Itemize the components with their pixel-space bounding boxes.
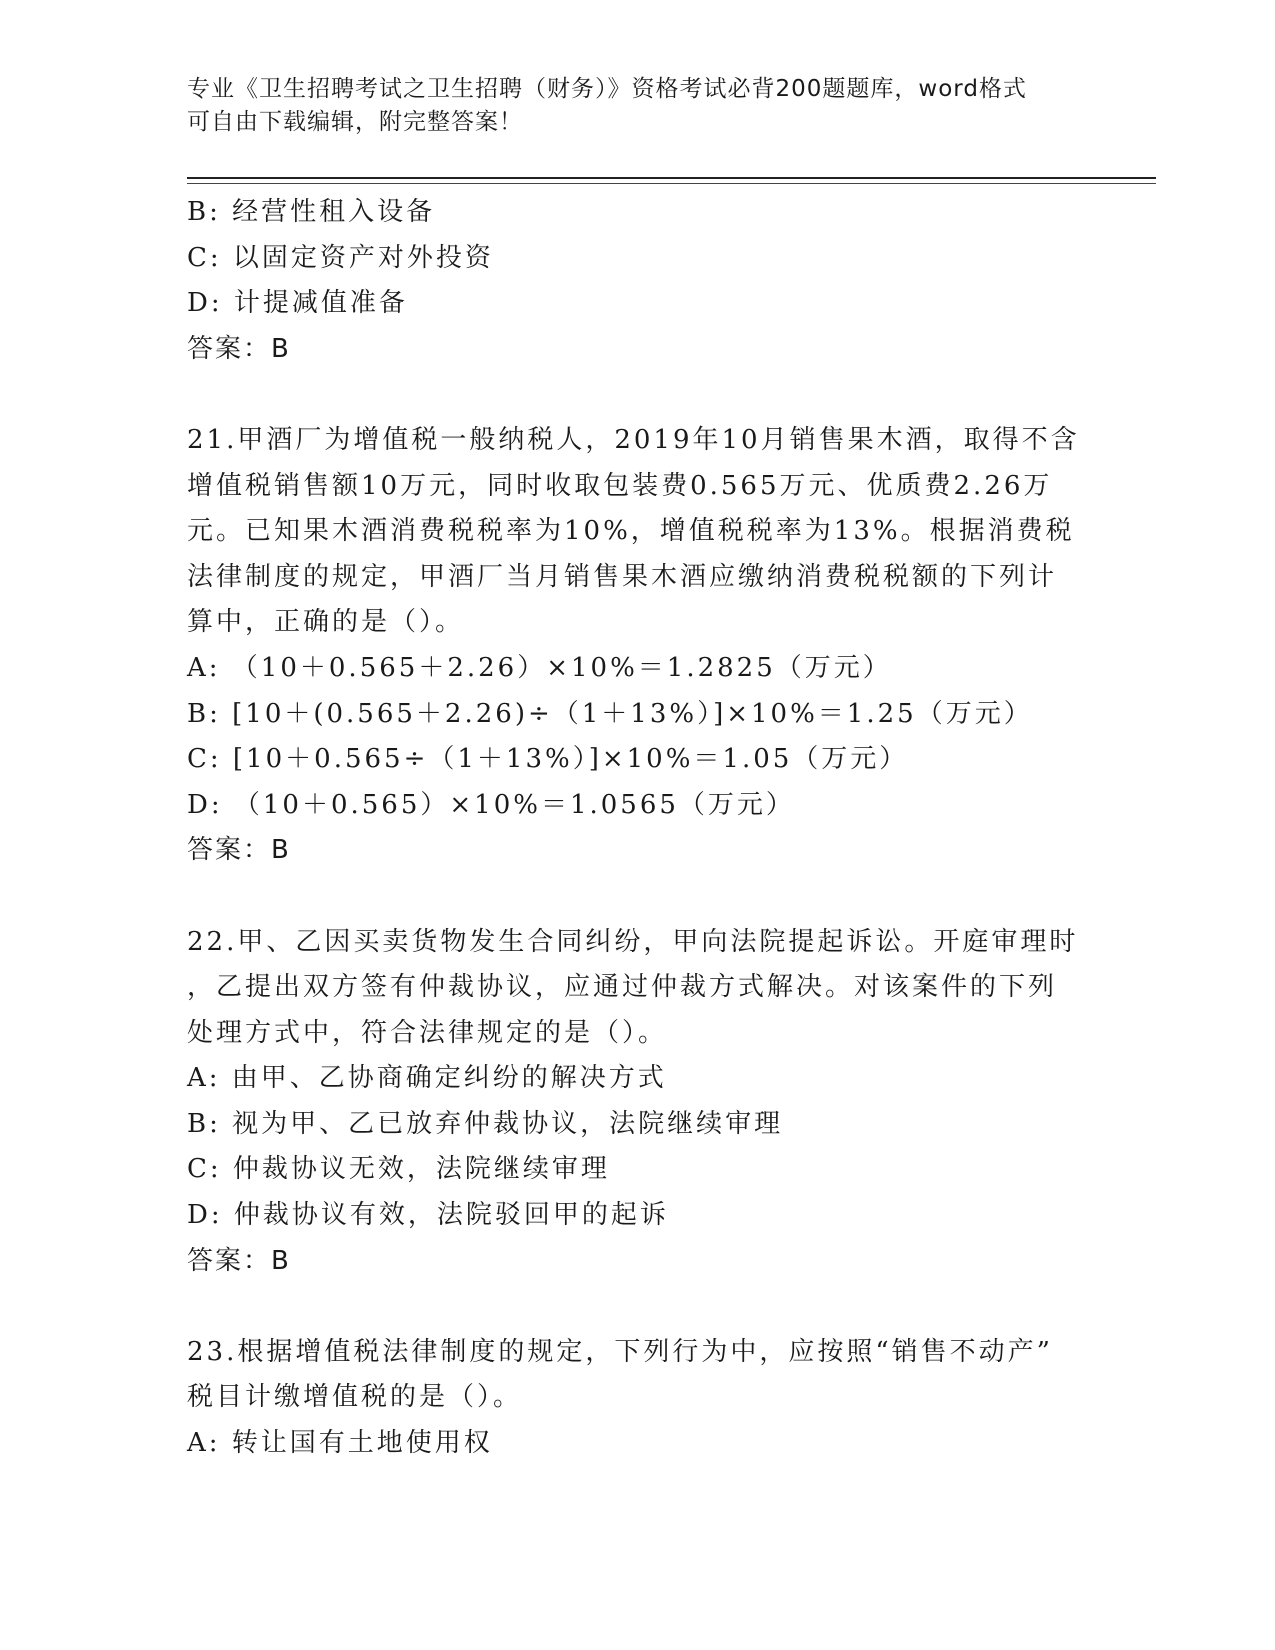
prev-question bbox=[187, 190, 1077, 372]
option-d: D: 仲裁协议有效，法院驳回甲的起诉 bbox=[187, 1200, 669, 1231]
question-text-line: 法律制度的规定，甲酒厂当月销售果木酒应缴纳消费税税额的下列计 bbox=[187, 561, 1058, 592]
option-b: B: 经营性租入设备 bbox=[187, 197, 436, 227]
answer: 答案：B bbox=[187, 333, 291, 364]
question-23 bbox=[187, 1330, 1077, 1467]
question-text-line: 增值税销售额10万元，同时收取包装费0.565万元、优质费2.26万 bbox=[187, 470, 1053, 501]
answer: 答案：B bbox=[187, 1245, 291, 1276]
question-22 bbox=[187, 920, 1077, 1285]
spacer bbox=[187, 1284, 1077, 1330]
question-text-line: 23.根据增值税法律制度的规定，下列行为中，应按照“销售不动产” bbox=[187, 1336, 1053, 1367]
option-d: D: （10＋0.565）×10%＝1.0565（万元） bbox=[187, 789, 795, 820]
option-c: C: [10＋0.565÷（1＋13%）]×10%＝1.05（万元） bbox=[187, 744, 909, 775]
page-content bbox=[187, 190, 1080, 1467]
header-rule-thick bbox=[187, 177, 1156, 179]
spacer bbox=[187, 874, 1077, 920]
question-text-line: 处理方式中，符合法律规定的是（）。 bbox=[187, 1017, 668, 1048]
question-text-line: 算中，正确的是（）。 bbox=[187, 607, 465, 638]
header-line-1: 专业《卫生招聘考试之卫生招聘（财务）》资格考试必背200题题库，word格式 bbox=[187, 76, 1027, 102]
header-rule-thin bbox=[187, 183, 1156, 184]
question-text-line: 元。已知果木酒消费税税率为10%，增值税税率为13%。根据消费税 bbox=[187, 516, 1075, 547]
option-a: A: 由甲、乙协商确定纠纷的解决方式 bbox=[187, 1063, 667, 1094]
option-a: A: （10＋0.565＋2.26）×10%＝1.2825（万元） bbox=[187, 652, 892, 683]
option-b: B: [10＋(0.565＋2.26)÷（1＋13%）]×10%＝1.25（万元） bbox=[187, 698, 1033, 729]
option-d: D: 计提减值准备 bbox=[187, 288, 408, 319]
option-c: C: 仲裁协议无效，法院继续审理 bbox=[187, 1154, 610, 1185]
spacer bbox=[187, 372, 1077, 418]
option-b: B: 视为甲、乙已放弃仲裁协议，法院继续审理 bbox=[187, 1108, 784, 1139]
option-c: C: 以固定资产对外投资 bbox=[187, 242, 494, 273]
question-text-line: 22.甲、乙因买卖货物发生合同纠纷，甲向法院提起诉讼。开庭审理时 bbox=[187, 926, 1079, 957]
question-21 bbox=[187, 418, 1080, 874]
question-text-line: ，乙提出双方签有仲裁协议，应通过仲裁方式解决。对该案件的下列 bbox=[187, 972, 1058, 1003]
question-text-line: 21.甲酒厂为增值税一般纳税人，2019年10月销售果木酒，取得不含 bbox=[187, 424, 1080, 455]
header-line-2: 可自由下载编辑，附完整答案！ bbox=[187, 109, 523, 135]
answer: 答案：B bbox=[187, 835, 291, 866]
option-a: A: 转让国有土地使用权 bbox=[187, 1428, 493, 1459]
document-header bbox=[187, 73, 1087, 139]
question-text-line: 税目计缴增值税的是（）。 bbox=[187, 1382, 523, 1413]
